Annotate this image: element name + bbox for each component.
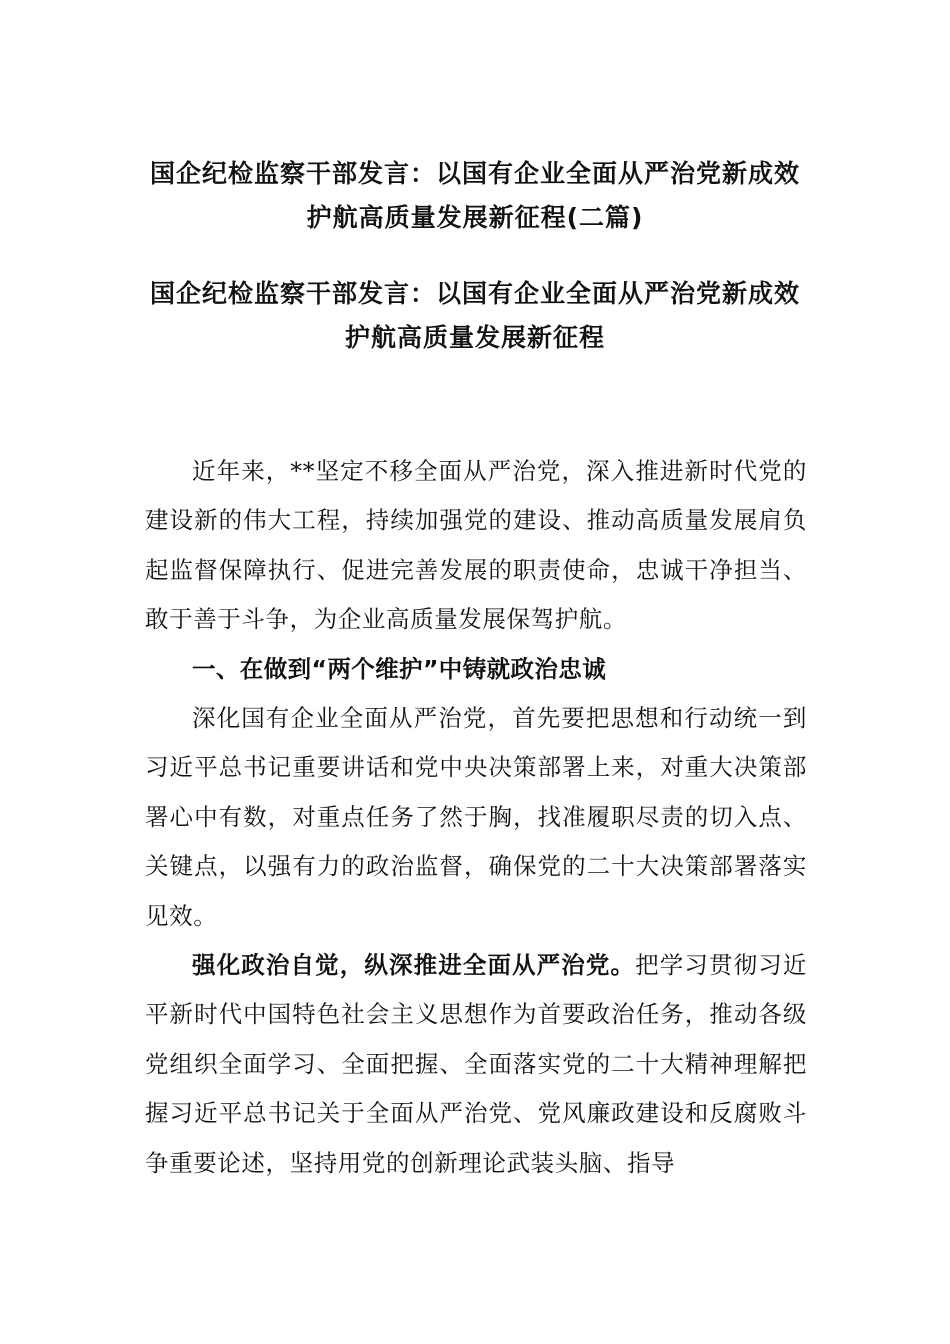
paragraph-3-body: 把学习贯彻习近平新时代中国特色社会主义思想作为首要政治任务，推动各级党组织全面学习、全面把握、全面落实党的二十大精神理解把握习近平总书记关于全面从严治党、党风廉政建设和反腐败斗争重要论述，坚持用党的创新理论武装头脑、指导 — [145, 951, 807, 1177]
paragraph-2: 深化国有企业全面从严治党，首先要把思想和行动统一到习近平总书记重要讲话和党中央决策部署上来，对重大决策部署心中有数，对重点任务了然于胸，找准履职尽责的切入点、关键点，以强有力的政治监督，确保党的二十大决策部署落实见效。 — [145, 704, 807, 930]
paragraph-3-lead: 强化政治自觉，纵深推进全面从严治党。 — [192, 951, 636, 980]
section-heading-1: 一、在做到“两个维护”中铸就政治忠诚 — [192, 654, 607, 683]
document-title: 国企纪检监察干部发言：以国有企业全面从严治党新成效护航高质量发展新征程(二篇) — [149, 159, 800, 232]
document-body — [145, 447, 807, 1188]
paragraph-intro: 近年来，**坚定不移全面从严治党，深入推进新时代党的建设新的伟大工程，持续加强党的建设、推动高质量发展肩负起监督保障执行、促进完善发展的职责使命，忠诚干净担当、敢于善于斗争，为企业高质量发展保驾护航。 — [145, 457, 807, 634]
paragraph-3 — [145, 941, 807, 1188]
document-subtitle: 国企纪检监察干部发言：以国有企业全面从严治党新成效护航高质量发展新征程 — [149, 279, 800, 352]
